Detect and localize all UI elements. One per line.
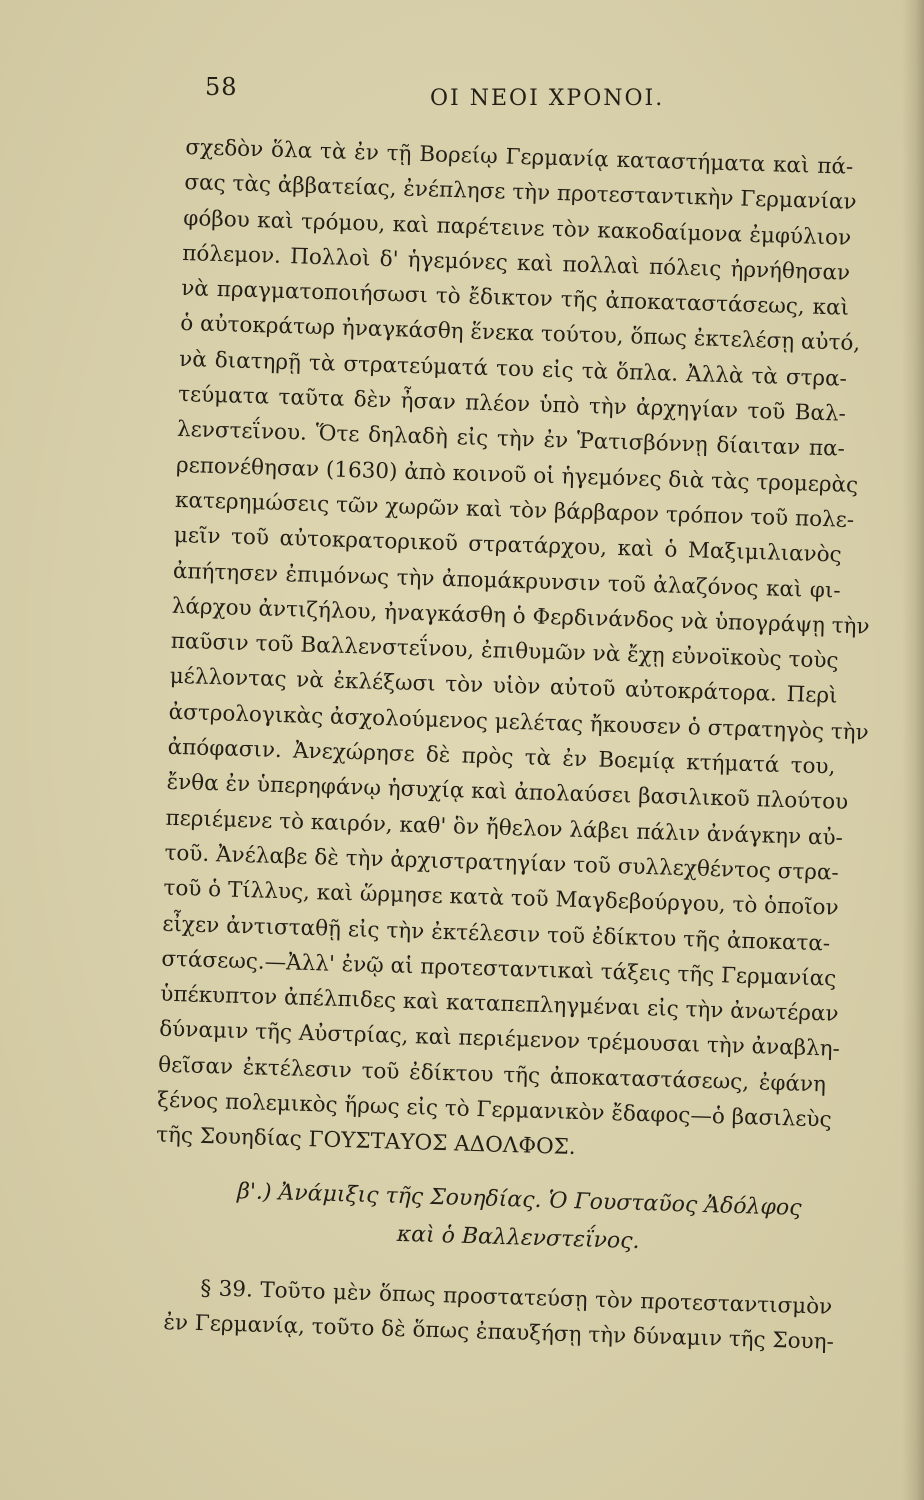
text-line: νὰ διατηρῇ τὰ στρατεύματά του εἰς τὰ ὅπλα. Ἀλλὰ τὰ στρα- bbox=[178, 346, 848, 392]
page-number: 58 bbox=[205, 73, 238, 101]
text-line: θεῖσαν ἐκτέλεσιν τοῦ ἐδίκτου τῆς ἀποκαταστάσεως, ἐφάνη bbox=[157, 1052, 827, 1098]
section-heading-line: καὶ ὁ Βαλλενστεΐνος. bbox=[396, 1221, 640, 1255]
body-paragraph bbox=[155, 130, 870, 1173]
text-line: παῦσιν τοῦ Βαλλενστεΐνου, ἐπιθυμῶν νὰ ἔχῃ εὐνοϊκοὺς τοὺς bbox=[170, 628, 839, 674]
text-line: ἀστρολογικὰς ἀσχολούμενος μελέτας ἤκουσεν ὁ στρατηγὸς τὴν bbox=[168, 699, 869, 746]
text-line: ὁ αὐτοκράτωρ ἠναγκάσθη ἕνεκα τούτου, ὅπως ἐκτελέσῃ αὐτό, bbox=[179, 311, 861, 357]
text-line: σχεδὸν ὅλα τὰ ἐν τῇ Βορείῳ Γερμανίᾳ καταστήματα καὶ πά- bbox=[185, 134, 854, 180]
text-line: λάρχου ἀντιζήλου, ἠναγκάσθη ὁ Φερδινάνδος νὰ ὑπογράψῃ τὴν bbox=[171, 593, 870, 640]
text-line: ἀπήτησεν ἐπιμόνως τὴν ἀπομάκρυνσιν τοῦ ἀλαζόνος καὶ φι- bbox=[172, 558, 841, 604]
text-line: § 39. Τοῦτο μὲν ὅπως προστατεύσῃ τὸν προτεσταντισμὸν bbox=[200, 1276, 833, 1320]
text-line: μέλλοντας νὰ ἐκλέξωσι τὸν υἱὸν αὐτοῦ αὐτοκράτορα. Περὶ bbox=[169, 664, 838, 710]
text-line: ρεπονέθησαν (1630) ἀπὸ κοινοῦ οἱ ἡγεμόνες διὰ τὰς τρομερὰς bbox=[175, 452, 859, 498]
text-line: κατερημώσεις τῶν χωρῶν καὶ τὸν βάρβαρον τρόπον τοῦ πολε- bbox=[174, 487, 855, 533]
section-heading bbox=[198, 1172, 840, 1267]
section-heading-line: β'.) Ἀνάμιξις τῆς Σουηδίας. Ὁ Γουσταῦος Ἀδόλφος bbox=[236, 1179, 802, 1221]
text-line: δύναμιν τῆς Αὐστρίας, καὶ περιέμενον τρέμουσαι τὴν ἀναβλη- bbox=[158, 1017, 841, 1063]
text-line: σας τὰς ἀββατείας, ἐνέπλησε τὴν προτεσταντικὴν Γερμανίαν bbox=[184, 170, 857, 216]
text-line: περιέμενε τὸ καιρόν, καθ' ὃν ἤθελον λάβει πάλιν ἀνάγκην αὐ- bbox=[165, 805, 844, 851]
text-line: ἐν Γερμανίᾳ, τοῦτο δὲ ὅπως ἐπαυξήσῃ τὴν δύναμιν τῆς Σουη- bbox=[163, 1310, 835, 1356]
text-line: νὰ πραγματοποιήσωσι τὸ ἔδικτον τῆς ἀποκαταστάσεως, καὶ bbox=[180, 276, 850, 321]
running-head: ΟΙ ΝΕΟΙ ΧΡΟΝΟΙ. bbox=[430, 86, 665, 111]
text-line: ἀπόφασιν. Ἀνεχώρησε δὲ πρὸς τὰ ἐν Βοεμίᾳ κτήματά του, bbox=[167, 734, 836, 780]
text-line: τῆς Σουηδίας ΓΟΥΣΤΑΥΟΣ ΑΔΟΛΦΟΣ. bbox=[155, 1122, 577, 1161]
text-line: τεύματα ταῦτα δὲν ἦσαν πλέον ὑπὸ τὴν ἀρχηγίαν τοῦ Βαλ- bbox=[177, 381, 847, 427]
text-line: εἶχεν ἀντισταθῇ εἰς τὴν ἐκτέλεσιν τοῦ ἐδίκτου τῆς ἀποκατα- bbox=[162, 911, 831, 956]
text-line: τοῦ. Ἀνέλαβε δὲ τὴν ἀρχιστρατηγίαν τοῦ συλλεχθέντος στρα- bbox=[164, 840, 840, 886]
text-line: ξένος πολεμικὸς ἥρως εἰς τὸ Γερμανικὸν ἔδαφος—ὁ βασιλεὺς bbox=[156, 1087, 832, 1133]
text-line: ἔνθα ἐν ὑπερηφάνῳ ἡσυχίᾳ καὶ ἀπολαύσει βασιλικοῦ πλούτου bbox=[166, 770, 849, 816]
text-line: στάσεως.—Ἀλλ' ἐνῷ αἱ προτεσταντικαὶ τάξεις τῆς Γερμανίας bbox=[161, 946, 837, 992]
section-paragraph bbox=[163, 1270, 833, 1360]
text-line: φόβου καὶ τρόμου, καὶ παρέτεινε τὸν κακοδαίμονα ἐμφύλιον bbox=[183, 205, 852, 251]
text-line: πόλεμον. Πολλοὶ δ' ἡγεμόνες καὶ πολλαὶ πόλεις ἠρνήθησαν bbox=[181, 240, 851, 286]
text-line: μεῖν τοῦ αὐτοκρατορικοῦ στρατάρχου, καὶ ὁ Μαξιμιλιανὸς bbox=[173, 523, 843, 568]
text-line: λενστεΐνου. Ὅτε δηλαδὴ εἰς τὴν ἐν Ῥατισβόννῃ δίαιταν πα- bbox=[176, 417, 846, 463]
text-line: ὑπέκυπτον ἀπέλπιδες καὶ καταπεπληγμέναι εἰς τὴν ἀνωτέραν bbox=[159, 981, 839, 1027]
text-line: τοῦ ὁ Τίλλυς, καὶ ὥρμησε κατὰ τοῦ Μαγδεβούργου, τὸ ὁποῖον bbox=[163, 875, 839, 921]
